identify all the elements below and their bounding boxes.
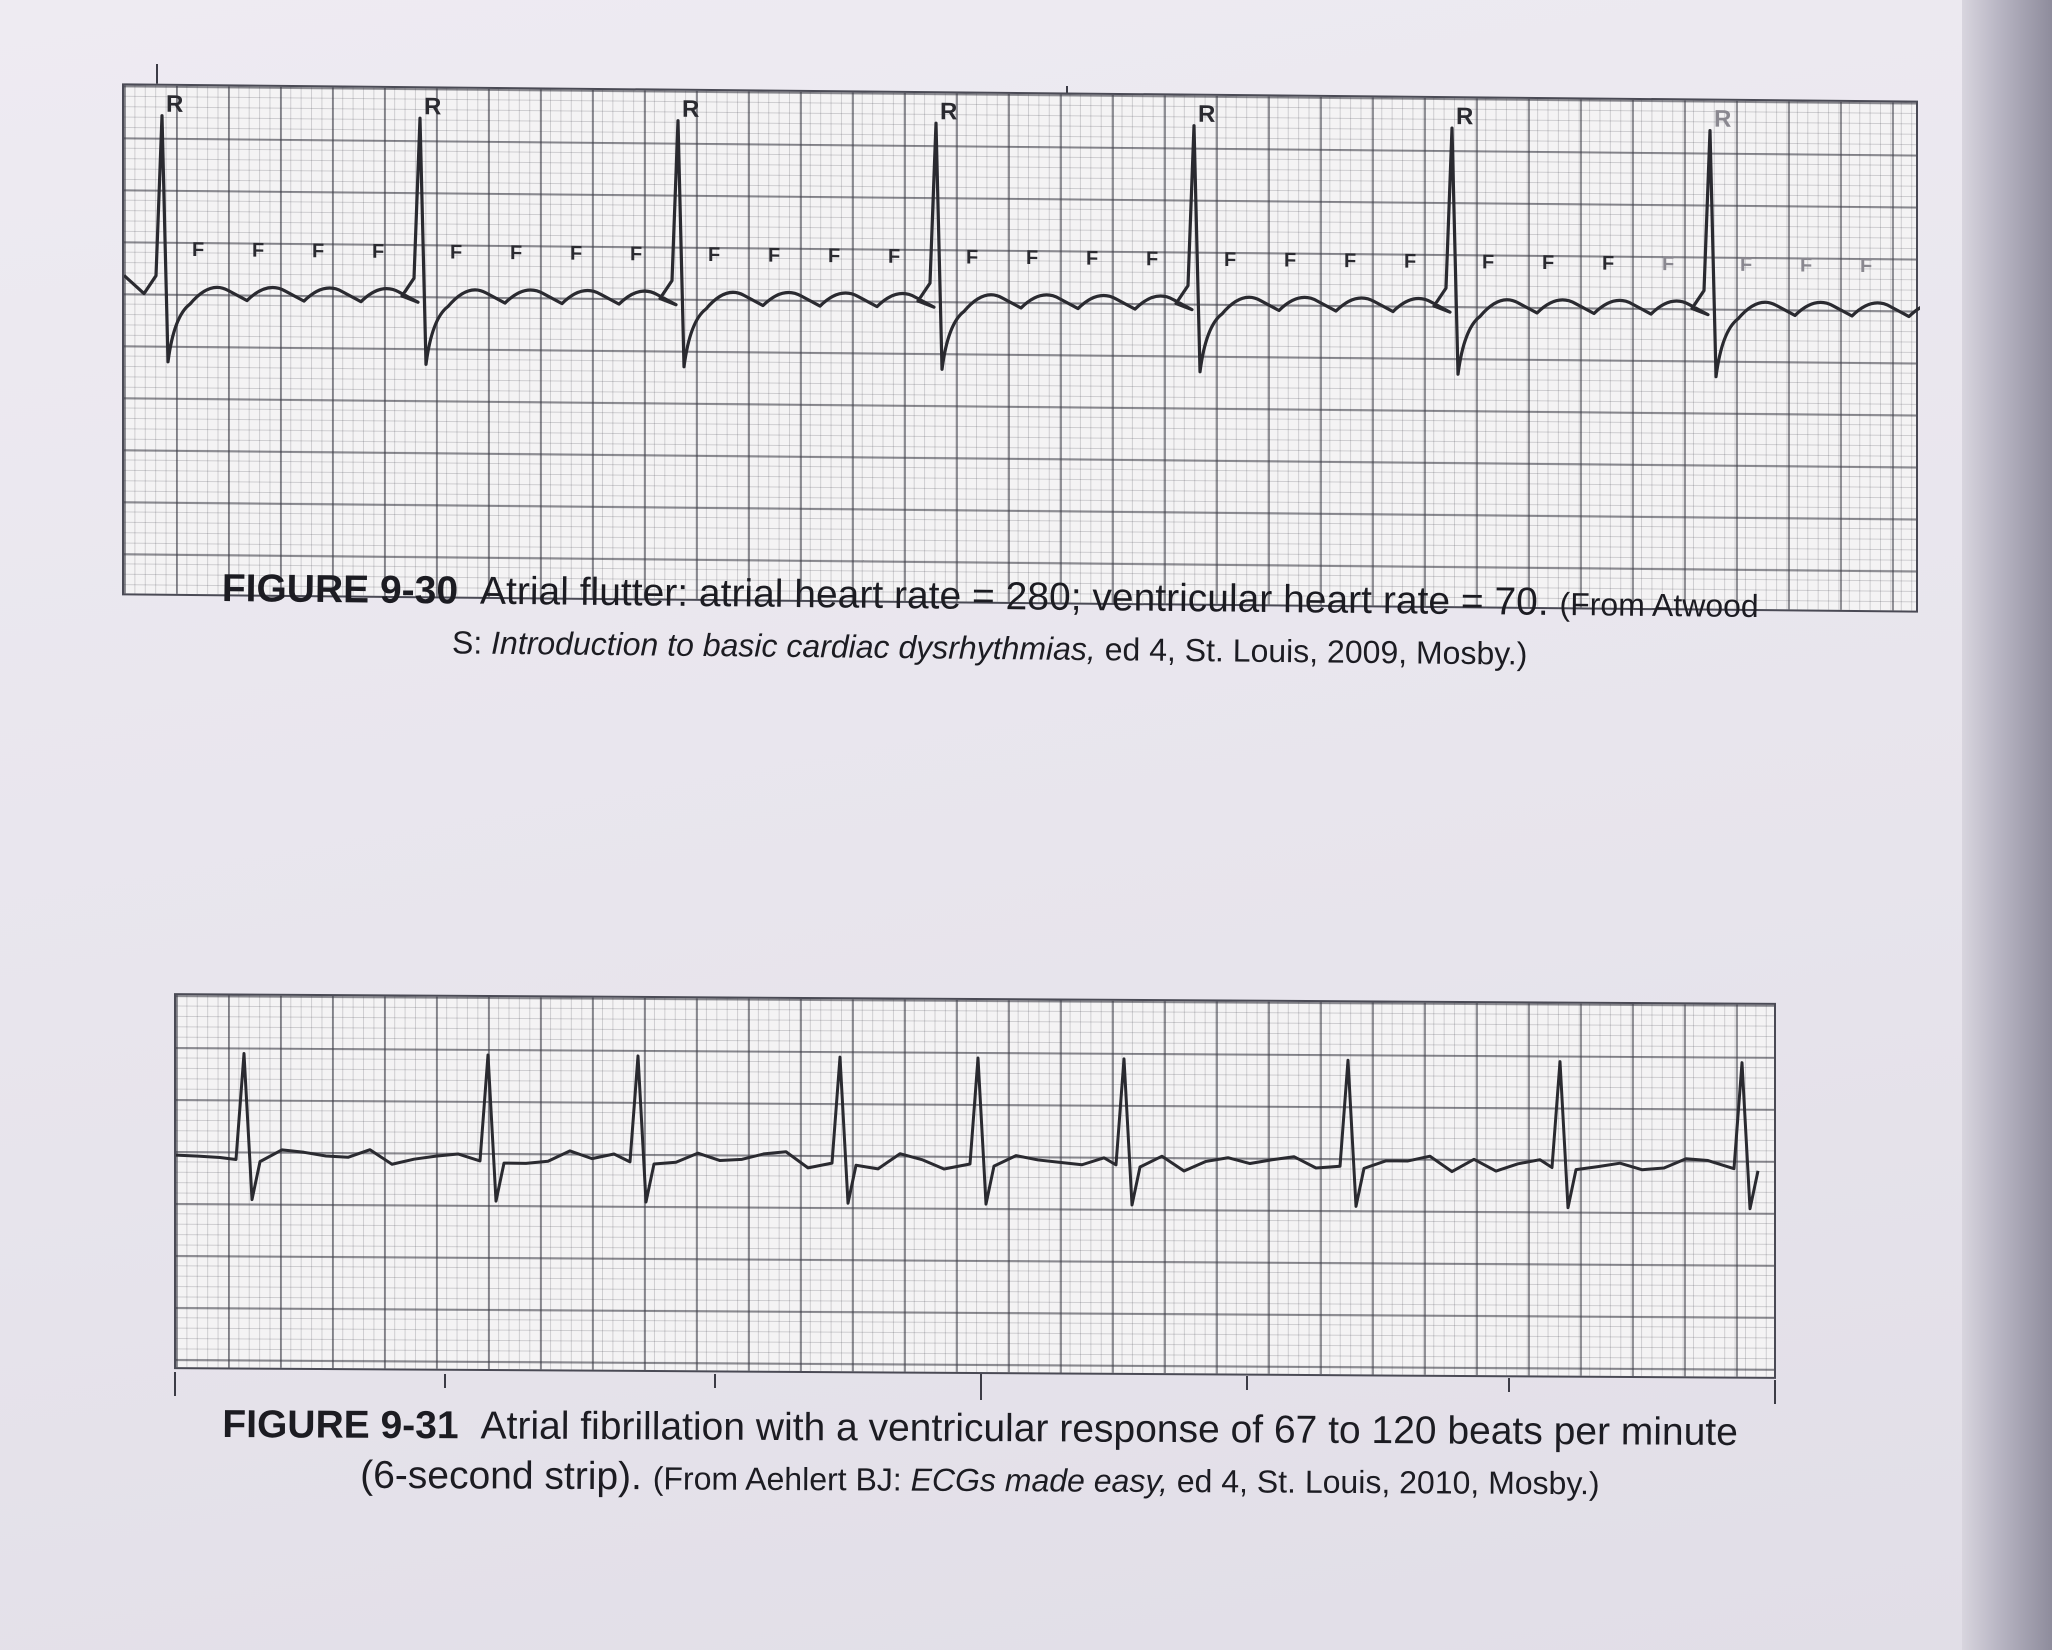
f-wave-marker: F: [450, 241, 463, 264]
fibrillation-trace-line: [176, 1053, 1758, 1209]
figure-9-31-caption: [210, 1400, 1751, 1508]
f-wave-marker: F: [252, 239, 265, 262]
figure-9-30-label: FIGURE 9-30: [221, 566, 459, 613]
f-wave-marker: F: [312, 240, 325, 263]
strip-2-bottom-tick-6: [1508, 1378, 1510, 1392]
figure-9-31-label: FIGURE 9-31: [222, 1403, 459, 1448]
f-wave-marker: F: [1146, 248, 1159, 271]
strip-2-bottom-tick-1: [174, 1372, 176, 1396]
r-wave-marker: R: [1456, 103, 1474, 131]
f-wave-marker: F: [1662, 253, 1675, 276]
f-wave-marker: F: [1860, 255, 1873, 278]
f-wave-marker: F: [1344, 250, 1357, 273]
ecg-strip-atrial-flutter: [122, 83, 1918, 612]
f-wave-marker: F: [1602, 252, 1615, 275]
r-wave-marker: R: [1198, 100, 1216, 128]
figure-9-30-source-prefix: (From Atwood S:: [451, 585, 1759, 661]
f-wave-marker: F: [768, 244, 781, 267]
figure-9-31-source-title: ECGs made easy,: [910, 1461, 1169, 1499]
strip-2-bottom-tick-3: [714, 1374, 716, 1388]
figure-9-31-source-prefix: (From Aehlert BJ:: [652, 1460, 911, 1498]
f-wave-marker: F: [1800, 254, 1813, 277]
figure-9-31-caption-text: Atrial fibrillation with a ventricular response of 67 to 120 beats per minute (6-second strip).: [360, 1404, 1739, 1499]
f-wave-marker: F: [708, 244, 721, 267]
f-wave-marker: F: [1026, 247, 1039, 270]
f-wave-marker: F: [1284, 249, 1297, 272]
figure-9-31-source-suffix: ed 4, St. Louis, 2010, Mosby.): [1167, 1462, 1600, 1502]
r-wave-marker: R: [682, 95, 700, 123]
f-wave-marker: F: [630, 243, 643, 266]
f-wave-marker: F: [1224, 248, 1237, 272]
figure-9-30-source-suffix: ed 4, St. Louis, 2009, Mosby.): [1095, 631, 1528, 672]
ecg-strip-atrial-fibrillation: [174, 993, 1776, 1379]
strip-2-bottom-tick-7: [1774, 1380, 1776, 1404]
f-wave-marker: F: [372, 240, 385, 263]
strip-2-bottom-tick-5: [1246, 1376, 1248, 1390]
f-wave-marker: F: [1482, 251, 1495, 274]
ecg-trace-atrial-flutter: [124, 85, 1920, 614]
r-wave-marker: R: [166, 90, 184, 118]
strip-2-bottom-tick-2: [444, 1374, 446, 1388]
figure-9-31-source: [653, 1460, 1600, 1501]
flutter-trace-line: [124, 115, 1920, 379]
f-wave-marker: F: [888, 245, 901, 268]
f-wave-marker: F: [1086, 247, 1099, 270]
page-binding-shadow: [1962, 0, 2052, 1650]
strip-2-bottom-tick-4: [980, 1374, 982, 1400]
r-wave-marker: R: [424, 93, 442, 121]
figure-9-30-caption-text: Atrial flutter: atrial heart rate = 280; ventricular heart rate = 70.: [479, 569, 1549, 624]
f-wave-marker: F: [510, 242, 523, 265]
f-wave-marker: F: [570, 242, 583, 265]
f-wave-marker: F: [1542, 252, 1555, 275]
ecg-trace-atrial-fibrillation: [176, 995, 1778, 1381]
f-wave-marker: F: [828, 245, 841, 268]
f-wave-marker: F: [1404, 250, 1417, 273]
figure-9-30-caption: [220, 564, 1761, 680]
f-wave-marker: F: [1740, 253, 1753, 277]
f-wave-marker: F: [192, 239, 205, 262]
r-wave-marker: R: [1714, 105, 1732, 133]
figure-9-30-source-title: Introduction to basic cardiac dysrhythmias,: [490, 624, 1097, 668]
f-wave-marker: F: [966, 246, 979, 269]
r-wave-marker: R: [940, 98, 958, 126]
